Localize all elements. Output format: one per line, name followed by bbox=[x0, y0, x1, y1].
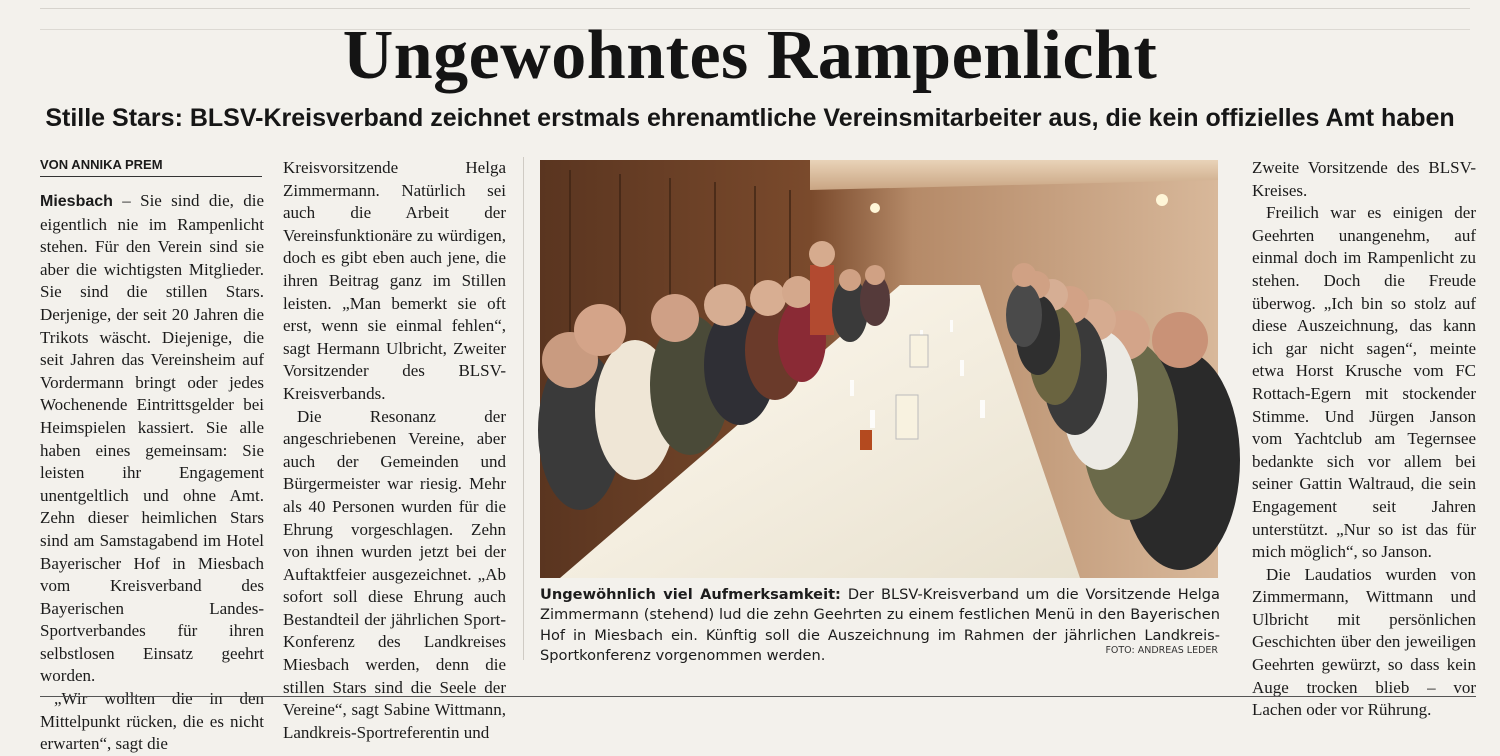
dateline: Miesbach bbox=[40, 193, 113, 210]
bottom-rule bbox=[40, 696, 1476, 697]
paragraph: Zweite Vorsitzende des BLSV-Kreises. bbox=[1252, 158, 1476, 200]
headline: Ungewohntes Rampenlicht bbox=[342, 17, 1158, 94]
subheadline: Stille Stars: BLSV-Kreisverband zeichnet erstmals ehrenamtliche Vereinsmitarbeiter aus, die kein offizielles Amt haben bbox=[45, 104, 1455, 132]
paragraph-text: – Sie sind die, die eigentlich nie im Rampenlicht stehen. Für den Verein sind sie aber die wichtigsten Mitglieder. Sie sind die stillen Stars. Derjenige, der seit 20 Jahren die Trikots wäscht. Diejenige, die seit Jahren das Vereinsheim auf Vordermann bringt oder jedes Wochenende Eintrittsgelder bei Heimspielen kassiert. Sie alle haben eines gemeinsam: Sie leisten ihr Engagement unentgeltlich und ohne Amt. Zehn dieser heimlichen Stars sind am Samstagabend im Hotel Bayerischer Hof in Miesbach vom Kreisverband des Bayerischen Landes-Sportverbandes für ihren selbstlosen Einsatz geehrt worden. bbox=[40, 191, 264, 686]
caption-lead: Ungewöhnlich viel Aufmerksamkeit: bbox=[540, 586, 841, 603]
paragraph: Die Resonanz der angeschriebenen Vereine, aber auch der Gemeinden und Bürgermeister war riesig. Mehr als 40 Personen wurden für die Ehrung vorgeschlagen. Zehn von ihnen wurden jetzt bei der Auftaktfeier ausgezeichnet. „Ab sofort soll diese Ehrung auch Bestandteil der jährlichen Sport-Konferenz des Landkreises Miesbach werden, denn die stillen Stars sind die Seele der Vereine“, sagt Sabine Wittmann, Landkreis-Sportreferentin und bbox=[283, 406, 506, 742]
text-column-3 bbox=[1252, 157, 1476, 720]
event-photo bbox=[540, 160, 1218, 578]
text-column-1 bbox=[40, 190, 264, 754]
paragraph: „Wir wollten die in den Mittelpunkt rücken, die es nicht erwarten“, sagt die bbox=[40, 689, 264, 754]
paragraph: Die Laudatios wurden von Zimmermann, Wittmann und Ulbricht mit persönlichen Geschichten über den jeweiligen Geehrten gewürzt, so dass kein Auge trocken blieb – vor Lachen oder vor Rührung. bbox=[1252, 564, 1476, 720]
paragraph: Kreisvorsitzende Helga Zimmermann. Natürlich sei auch die Arbeit der Vereinsfunktionäre zu würdigen, doch es gibt eben auch jene, die ihren Beitrag ganz im Stillen leisten. „Man bemerkt sie oft erst, wenn sie einmal fehlen“, sagt Hermann Ulbricht, Zweiter Vorsitzender des BLSV-Kreisverbands. bbox=[283, 158, 506, 403]
paragraph bbox=[40, 190, 264, 688]
photo-credit: FOTO: ANDREAS LEDER bbox=[1105, 645, 1218, 656]
byline: VON ANNIKA PREM bbox=[40, 157, 262, 177]
text-column-2 bbox=[283, 157, 506, 742]
paragraph: Freilich war es einigen der Geehrten unangenehm, auf einmal doch im Rampenlicht zu stehen. Doch die Freude überwog. „Ich bin so stolz auf diese Auszeichnung, das kann ich gar nicht sagen“, meinte etwa Horst Krusche vom FC Rottach-Egern mit stockender Stimme. Und Jürgen Janson vom Yachtclub am Tegernsee bedankte sich vor allem bei seiner Gattin Waltraud, die sein Engagement seit Jahren unterstützt. „Nur so ist das für mich möglich“, so Janson. bbox=[1252, 203, 1476, 562]
banquet-photo-illustration bbox=[540, 160, 1218, 578]
caption-text: Der BLSV-Kreisverband um die Vorsitzende Helga Zimmermann (stehend) lud die zehn Geehrten zu einem festlichen Menü in den Bayerischen Hof in Miesbach ein. Künftig soll die Auszeichnung im Rahmen der jährlichen Landkreis-Sportkonferenz vorgenommen werden. bbox=[540, 586, 1220, 665]
column-divider bbox=[523, 157, 524, 660]
